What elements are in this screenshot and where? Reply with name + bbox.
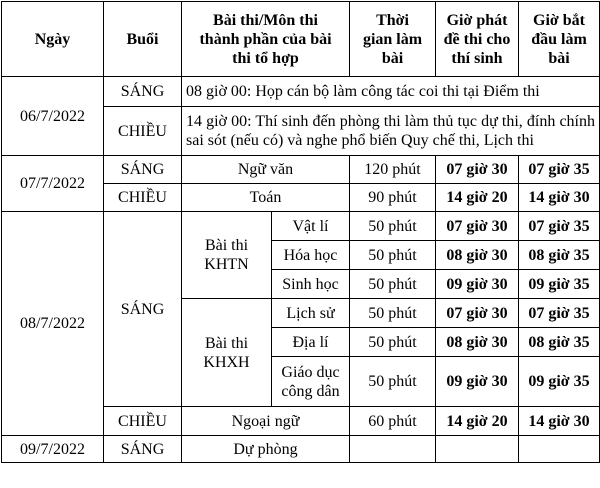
session-cell: SÁNG [104, 77, 182, 107]
table-row [2, 77, 600, 107]
duration-cell: 50 phút [350, 328, 436, 357]
start-time-cell [519, 436, 600, 463]
table-row [2, 156, 600, 184]
subject-cell: Giáo dục công dân [272, 357, 350, 407]
start-time-cell: 08 giờ 35 [519, 328, 600, 357]
subject-cell: Dự phòng [182, 436, 350, 463]
subject-cell: Lịch sử [272, 299, 350, 328]
date-cell: 08/7/2022 [2, 212, 104, 436]
start-time-cell: 07 giờ 35 [519, 156, 600, 184]
header-row [2, 2, 600, 77]
duration-cell: 50 phút [350, 270, 436, 299]
duration-cell: 60 phút [350, 407, 436, 436]
header-start-time: Giờ bắt đầu làm bài [519, 2, 600, 77]
start-time-cell: 07 giờ 35 [519, 212, 600, 241]
session-cell: SÁNG [104, 436, 182, 463]
date-cell: 07/7/2022 [2, 156, 104, 212]
exam-schedule-table [1, 1, 600, 463]
subject-cell: Địa lí [272, 328, 350, 357]
session-cell: CHIỀU [104, 107, 182, 156]
note-cell: 08 giờ 00: Họp cán bộ làm công tác coi thi tại Điểm thi [182, 77, 600, 107]
session-cell: SÁNG [104, 156, 182, 184]
header-duration: Thời gian làm bài [350, 2, 436, 77]
distribute-time-cell: 07 giờ 30 [436, 156, 519, 184]
subject-cell: Vật lí [272, 212, 350, 241]
start-time-cell: 09 giờ 35 [519, 270, 600, 299]
duration-cell: 50 phút [350, 212, 436, 241]
start-time-cell: 14 giờ 30 [519, 407, 600, 436]
table-row [2, 212, 600, 241]
start-time-cell: 09 giờ 35 [519, 357, 600, 407]
header-distribute-time: Giờ phát đề thi cho thí sinh [436, 2, 519, 77]
header-session: Buổi [104, 2, 182, 77]
distribute-time-cell: 08 giờ 30 [436, 328, 519, 357]
distribute-time-cell [436, 436, 519, 463]
subject-cell: Ngoại ngữ [182, 407, 350, 436]
header-date: Ngày [2, 2, 104, 77]
subject-cell: Sinh học [272, 270, 350, 299]
subject-cell: Ngữ văn [182, 156, 350, 184]
duration-cell: 120 phút [350, 156, 436, 184]
header-subject: Bài thi/Môn thi thành phần của bài thi tổ hợp [182, 2, 350, 77]
subject-cell: Toán [182, 184, 350, 212]
start-time-cell: 14 giờ 30 [519, 184, 600, 212]
start-time-cell: 07 giờ 35 [519, 299, 600, 328]
distribute-time-cell: 07 giờ 30 [436, 299, 519, 328]
distribute-time-cell: 14 giờ 20 [436, 184, 519, 212]
date-cell: 06/7/2022 [2, 77, 104, 156]
duration-cell: 50 phút [350, 357, 436, 407]
distribute-time-cell: 09 giờ 30 [436, 357, 519, 407]
distribute-time-cell: 08 giờ 30 [436, 241, 519, 270]
date-cell: 09/7/2022 [2, 436, 104, 463]
duration-cell [350, 436, 436, 463]
distribute-time-cell: 14 giờ 20 [436, 407, 519, 436]
group-cell-khtn: Bài thi KHTN [182, 212, 272, 299]
duration-cell: 90 phút [350, 184, 436, 212]
session-cell: CHIỀU [104, 407, 182, 436]
note-cell: 14 giờ 00: Thí sinh đến phòng thi làm thủ tục dự thi, đính chính sai sót (nếu có) và nghe phổ biến Quy chế thi, Lịch thi [182, 107, 600, 156]
session-cell: CHIỀU [104, 184, 182, 212]
duration-cell: 50 phút [350, 241, 436, 270]
session-cell: SÁNG [104, 212, 182, 407]
subject-cell: Hóa học [272, 241, 350, 270]
duration-cell: 50 phút [350, 299, 436, 328]
distribute-time-cell: 07 giờ 30 [436, 212, 519, 241]
start-time-cell: 08 giờ 35 [519, 241, 600, 270]
table-row [2, 436, 600, 463]
group-cell-khxh: Bài thi KHXH [182, 299, 272, 407]
distribute-time-cell: 09 giờ 30 [436, 270, 519, 299]
